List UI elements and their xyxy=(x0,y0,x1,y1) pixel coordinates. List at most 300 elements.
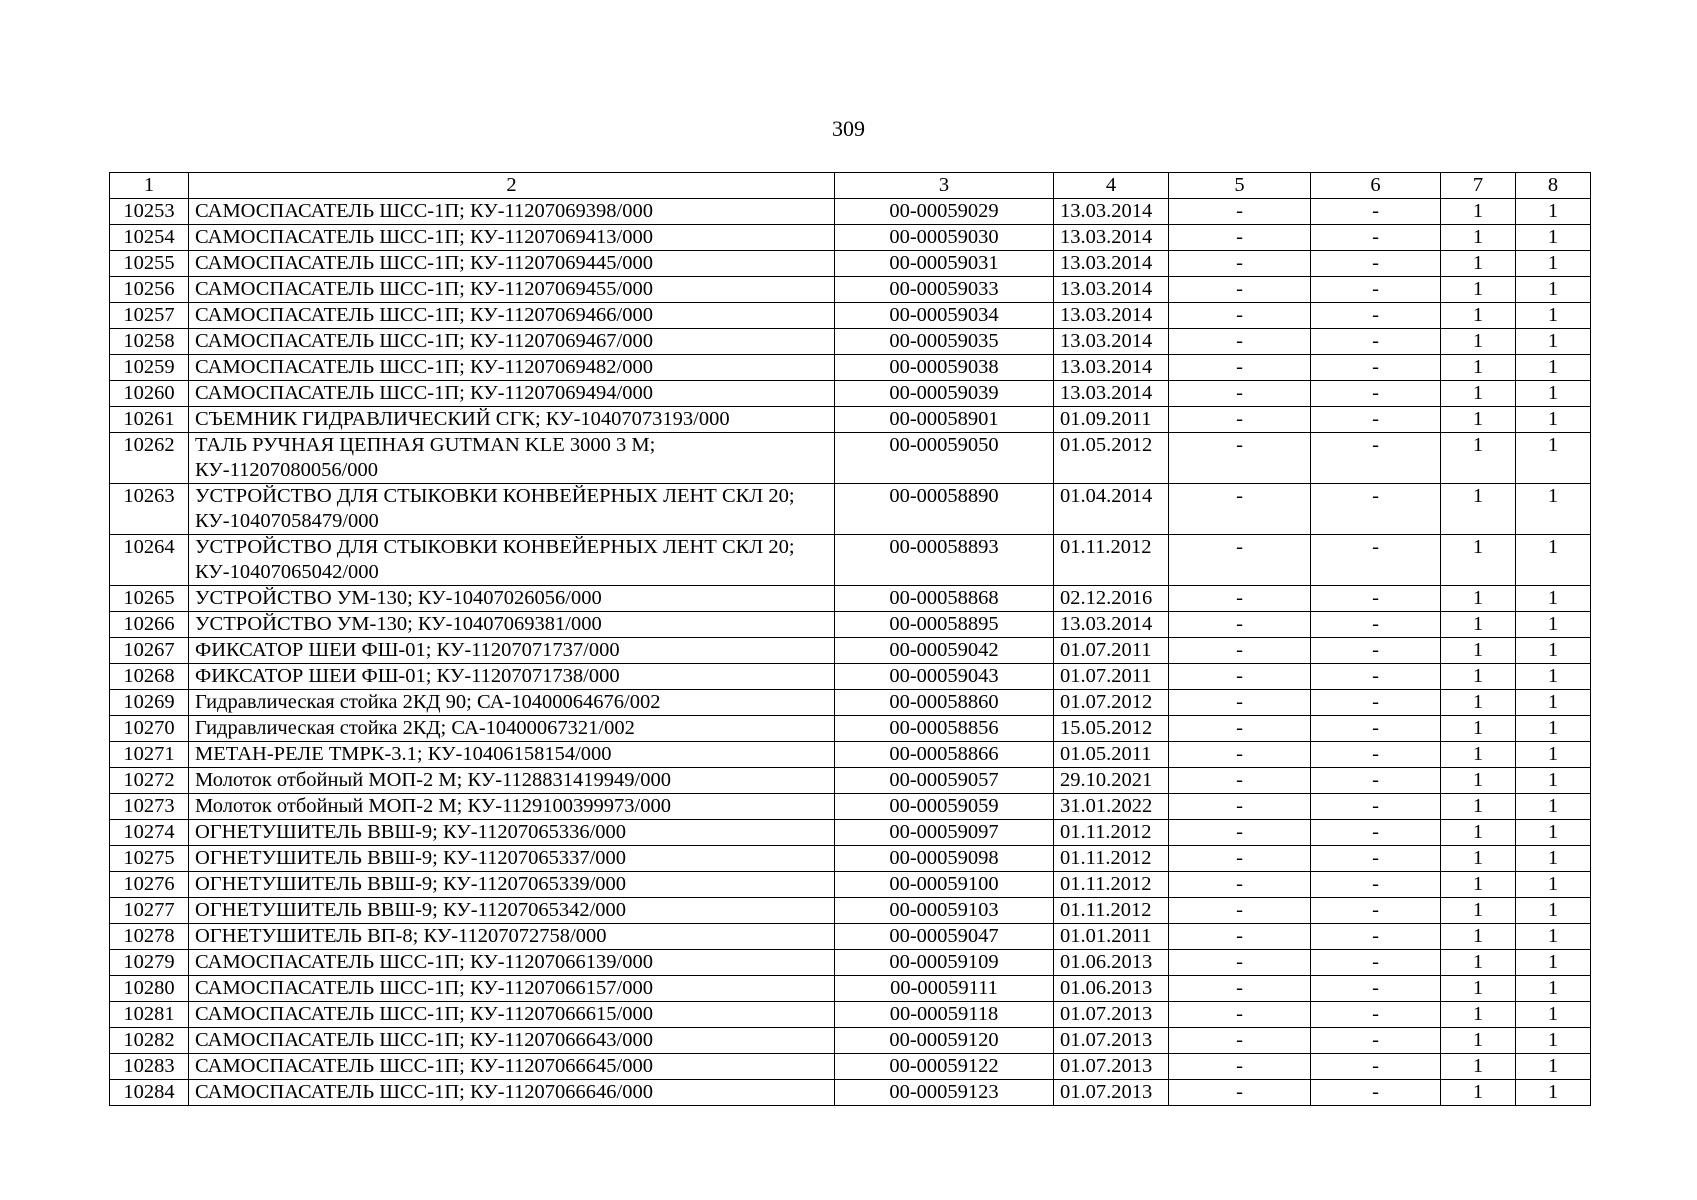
table-row xyxy=(110,329,1591,355)
col-8-value: 1 xyxy=(1516,1002,1591,1028)
col-5-value: - xyxy=(1169,638,1311,664)
date: 01.04.2014 xyxy=(1054,484,1169,535)
date: 13.03.2014 xyxy=(1054,199,1169,225)
col-8-value: 1 xyxy=(1516,355,1591,381)
row-number: 10275 xyxy=(110,846,189,872)
inventory-code: 00-00059033 xyxy=(835,277,1054,303)
column-header: 1 xyxy=(110,173,189,199)
col-6-value: - xyxy=(1311,950,1441,976)
item-name: САМОСПАСАТЕЛЬ ШСС-1П; КУ-11207069467/000 xyxy=(189,329,835,355)
col-7-value: 1 xyxy=(1441,329,1516,355)
item-name: САМОСПАСАТЕЛЬ ШСС-1П; КУ-11207066157/000 xyxy=(189,976,835,1002)
row-number: 10280 xyxy=(110,976,189,1002)
date: 31.01.2022 xyxy=(1054,794,1169,820)
date: 13.03.2014 xyxy=(1054,225,1169,251)
col-5-value: - xyxy=(1169,303,1311,329)
item-name: САМОСПАСАТЕЛЬ ШСС-1П; КУ-11207069455/000 xyxy=(189,277,835,303)
column-header: 8 xyxy=(1516,173,1591,199)
date: 01.07.2013 xyxy=(1054,1080,1169,1106)
col-7-value: 1 xyxy=(1441,664,1516,690)
row-number: 10263 xyxy=(110,484,189,535)
col-5-value: - xyxy=(1169,329,1311,355)
inventory-code: 00-00059057 xyxy=(835,768,1054,794)
item-name: Молоток отбойный МОП-2 М; КУ-1128831419949/000 xyxy=(189,768,835,794)
col-6-value: - xyxy=(1311,1028,1441,1054)
col-5-value: - xyxy=(1169,950,1311,976)
item-name: ОГНЕТУШИТЕЛЬ ВВШ-9; КУ-11207065337/000 xyxy=(189,846,835,872)
col-5-value: - xyxy=(1169,484,1311,535)
table-body xyxy=(110,199,1591,1106)
date: 01.07.2013 xyxy=(1054,1028,1169,1054)
date: 01.05.2011 xyxy=(1054,742,1169,768)
table-row xyxy=(110,407,1591,433)
col-7-value: 1 xyxy=(1441,277,1516,303)
table-row xyxy=(110,355,1591,381)
row-number: 10267 xyxy=(110,638,189,664)
item-name: САМОСПАСАТЕЛЬ ШСС-1П; КУ-11207069494/000 xyxy=(189,381,835,407)
col-7-value: 1 xyxy=(1441,924,1516,950)
row-number: 10274 xyxy=(110,820,189,846)
table-row xyxy=(110,976,1591,1002)
col-6-value: - xyxy=(1311,664,1441,690)
col-6-value: - xyxy=(1311,484,1441,535)
table-row xyxy=(110,1054,1591,1080)
date: 01.07.2012 xyxy=(1054,690,1169,716)
col-7-value: 1 xyxy=(1441,638,1516,664)
col-5-value: - xyxy=(1169,277,1311,303)
col-8-value: 1 xyxy=(1516,872,1591,898)
col-8-value: 1 xyxy=(1516,225,1591,251)
inventory-code: 00-00059100 xyxy=(835,872,1054,898)
col-6-value: - xyxy=(1311,612,1441,638)
col-6-value: - xyxy=(1311,1054,1441,1080)
col-6-value: - xyxy=(1311,1080,1441,1106)
item-name: ОГНЕТУШИТЕЛЬ ВП-8; КУ-11207072758/000 xyxy=(189,924,835,950)
row-number: 10278 xyxy=(110,924,189,950)
col-7-value: 1 xyxy=(1441,950,1516,976)
col-5-value: - xyxy=(1169,586,1311,612)
row-number: 10262 xyxy=(110,433,189,484)
col-5-value: - xyxy=(1169,924,1311,950)
col-6-value: - xyxy=(1311,638,1441,664)
table-row xyxy=(110,664,1591,690)
date: 01.06.2013 xyxy=(1054,976,1169,1002)
col-5-value: - xyxy=(1169,794,1311,820)
col-8-value: 1 xyxy=(1516,381,1591,407)
row-number: 10264 xyxy=(110,535,189,586)
asset-table xyxy=(109,172,1591,1106)
col-8-value: 1 xyxy=(1516,612,1591,638)
inventory-code: 00-00059103 xyxy=(835,898,1054,924)
table-row xyxy=(110,251,1591,277)
col-8-value: 1 xyxy=(1516,586,1591,612)
col-6-value: - xyxy=(1311,586,1441,612)
col-8-value: 1 xyxy=(1516,690,1591,716)
date: 13.03.2014 xyxy=(1054,612,1169,638)
inventory-code: 00-00059029 xyxy=(835,199,1054,225)
col-7-value: 1 xyxy=(1441,407,1516,433)
col-7-value: 1 xyxy=(1441,251,1516,277)
col-7-value: 1 xyxy=(1441,716,1516,742)
col-5-value: - xyxy=(1169,1002,1311,1028)
inventory-code: 00-00059050 xyxy=(835,433,1054,484)
row-number: 10259 xyxy=(110,355,189,381)
col-7-value: 1 xyxy=(1441,612,1516,638)
col-6-value: - xyxy=(1311,924,1441,950)
row-number: 10260 xyxy=(110,381,189,407)
row-number: 10279 xyxy=(110,950,189,976)
table-row xyxy=(110,716,1591,742)
table-row xyxy=(110,768,1591,794)
col-8-value: 1 xyxy=(1516,638,1591,664)
col-7-value: 1 xyxy=(1441,535,1516,586)
date: 29.10.2021 xyxy=(1054,768,1169,794)
col-8-value: 1 xyxy=(1516,664,1591,690)
col-8-value: 1 xyxy=(1516,277,1591,303)
col-8-value: 1 xyxy=(1516,976,1591,1002)
item-name: УСТРОЙСТВО ДЛЯ СТЫКОВКИ КОНВЕЙЕРНЫХ ЛЕНТ СКЛ 20; КУ-10407065042/000 xyxy=(189,535,835,586)
col-8-value: 1 xyxy=(1516,950,1591,976)
date: 01.09.2011 xyxy=(1054,407,1169,433)
date: 13.03.2014 xyxy=(1054,277,1169,303)
col-6-value: - xyxy=(1311,355,1441,381)
column-header: 4 xyxy=(1054,173,1169,199)
col-5-value: - xyxy=(1169,690,1311,716)
col-5-value: - xyxy=(1169,381,1311,407)
row-number: 10272 xyxy=(110,768,189,794)
col-7-value: 1 xyxy=(1441,768,1516,794)
col-6-value: - xyxy=(1311,690,1441,716)
item-name: САМОСПАСАТЕЛЬ ШСС-1П; КУ-11207069413/000 xyxy=(189,225,835,251)
col-8-value: 1 xyxy=(1516,1028,1591,1054)
item-name: САМОСПАСАТЕЛЬ ШСС-1П; КУ-11207066645/000 xyxy=(189,1054,835,1080)
table-row xyxy=(110,820,1591,846)
column-header: 5 xyxy=(1169,173,1311,199)
row-number: 10270 xyxy=(110,716,189,742)
row-number: 10277 xyxy=(110,898,189,924)
col-8-value: 1 xyxy=(1516,742,1591,768)
col-8-value: 1 xyxy=(1516,768,1591,794)
inventory-code: 00-00059031 xyxy=(835,251,1054,277)
col-5-value: - xyxy=(1169,820,1311,846)
col-7-value: 1 xyxy=(1441,820,1516,846)
col-7-value: 1 xyxy=(1441,1028,1516,1054)
item-name: ТАЛЬ РУЧНАЯ ЦЕПНАЯ GUTMAN KLE 3000 3 М; КУ-11207080056/000 xyxy=(189,433,835,484)
table-row xyxy=(110,924,1591,950)
item-name: УСТРОЙСТВО УМ-130; КУ-10407069381/000 xyxy=(189,612,835,638)
inventory-code: 00-00058856 xyxy=(835,716,1054,742)
row-number: 10255 xyxy=(110,251,189,277)
col-7-value: 1 xyxy=(1441,433,1516,484)
row-number: 10261 xyxy=(110,407,189,433)
col-8-value: 1 xyxy=(1516,716,1591,742)
inventory-code: 00-00058893 xyxy=(835,535,1054,586)
inventory-code: 00-00059098 xyxy=(835,846,1054,872)
col-8-value: 1 xyxy=(1516,303,1591,329)
col-7-value: 1 xyxy=(1441,1080,1516,1106)
inventory-code: 00-00059043 xyxy=(835,664,1054,690)
table-row xyxy=(110,1002,1591,1028)
table-row xyxy=(110,638,1591,664)
inventory-code: 00-00059039 xyxy=(835,381,1054,407)
table-row xyxy=(110,225,1591,251)
col-8-value: 1 xyxy=(1516,924,1591,950)
table-row xyxy=(110,484,1591,535)
col-6-value: - xyxy=(1311,898,1441,924)
col-5-value: - xyxy=(1169,535,1311,586)
col-6-value: - xyxy=(1311,1002,1441,1028)
col-5-value: - xyxy=(1169,199,1311,225)
row-number: 10266 xyxy=(110,612,189,638)
column-header: 6 xyxy=(1311,173,1441,199)
row-number: 10254 xyxy=(110,225,189,251)
inventory-code: 00-00059059 xyxy=(835,794,1054,820)
item-name: ОГНЕТУШИТЕЛЬ ВВШ-9; КУ-11207065339/000 xyxy=(189,872,835,898)
col-6-value: - xyxy=(1311,199,1441,225)
row-number: 10283 xyxy=(110,1054,189,1080)
col-5-value: - xyxy=(1169,407,1311,433)
row-number: 10257 xyxy=(110,303,189,329)
inventory-code: 00-00059038 xyxy=(835,355,1054,381)
col-8-value: 1 xyxy=(1516,407,1591,433)
col-6-value: - xyxy=(1311,716,1441,742)
row-number: 10268 xyxy=(110,664,189,690)
col-8-value: 1 xyxy=(1516,199,1591,225)
col-8-value: 1 xyxy=(1516,1080,1591,1106)
col-6-value: - xyxy=(1311,976,1441,1002)
inventory-code: 00-00058868 xyxy=(835,586,1054,612)
row-number: 10269 xyxy=(110,690,189,716)
col-8-value: 1 xyxy=(1516,251,1591,277)
table-row xyxy=(110,535,1591,586)
col-5-value: - xyxy=(1169,612,1311,638)
col-6-value: - xyxy=(1311,872,1441,898)
inventory-code: 00-00059042 xyxy=(835,638,1054,664)
item-name: ОГНЕТУШИТЕЛЬ ВВШ-9; КУ-11207065336/000 xyxy=(189,820,835,846)
date: 01.01.2011 xyxy=(1054,924,1169,950)
inventory-code: 00-00059109 xyxy=(835,950,1054,976)
col-5-value: - xyxy=(1169,872,1311,898)
header-row xyxy=(110,173,1591,199)
col-8-value: 1 xyxy=(1516,846,1591,872)
row-number: 10276 xyxy=(110,872,189,898)
row-number: 10281 xyxy=(110,1002,189,1028)
inventory-code: 00-00058860 xyxy=(835,690,1054,716)
inventory-code: 00-00059030 xyxy=(835,225,1054,251)
col-7-value: 1 xyxy=(1441,484,1516,535)
col-5-value: - xyxy=(1169,664,1311,690)
col-7-value: 1 xyxy=(1441,690,1516,716)
col-7-value: 1 xyxy=(1441,872,1516,898)
row-number: 10284 xyxy=(110,1080,189,1106)
col-7-value: 1 xyxy=(1441,898,1516,924)
date: 01.11.2012 xyxy=(1054,535,1169,586)
table-row xyxy=(110,950,1591,976)
date: 13.03.2014 xyxy=(1054,329,1169,355)
date: 01.07.2011 xyxy=(1054,638,1169,664)
item-name: ОГНЕТУШИТЕЛЬ ВВШ-9; КУ-11207065342/000 xyxy=(189,898,835,924)
col-7-value: 1 xyxy=(1441,381,1516,407)
col-6-value: - xyxy=(1311,433,1441,484)
column-header: 3 xyxy=(835,173,1054,199)
col-5-value: - xyxy=(1169,251,1311,277)
col-6-value: - xyxy=(1311,225,1441,251)
inventory-code: 00-00059122 xyxy=(835,1054,1054,1080)
date: 01.06.2013 xyxy=(1054,950,1169,976)
col-6-value: - xyxy=(1311,277,1441,303)
item-name: Гидравлическая стойка 2КД; СА-10400067321/002 xyxy=(189,716,835,742)
col-7-value: 1 xyxy=(1441,976,1516,1002)
col-6-value: - xyxy=(1311,407,1441,433)
inventory-code: 00-00059118 xyxy=(835,1002,1054,1028)
table-row xyxy=(110,612,1591,638)
item-name: МЕТАН-РЕЛЕ ТМРК-3.1; КУ-10406158154/000 xyxy=(189,742,835,768)
item-name: САМОСПАСАТЕЛЬ ШСС-1П; КУ-11207069445/000 xyxy=(189,251,835,277)
date: 15.05.2012 xyxy=(1054,716,1169,742)
col-5-value: - xyxy=(1169,976,1311,1002)
item-name: УСТРОЙСТВО УМ-130; КУ-10407026056/000 xyxy=(189,586,835,612)
col-5-value: - xyxy=(1169,1054,1311,1080)
table-row xyxy=(110,381,1591,407)
row-number: 10265 xyxy=(110,586,189,612)
col-6-value: - xyxy=(1311,742,1441,768)
col-5-value: - xyxy=(1169,846,1311,872)
inventory-code: 00-00058866 xyxy=(835,742,1054,768)
item-name: САМОСПАСАТЕЛЬ ШСС-1П; КУ-11207066139/000 xyxy=(189,950,835,976)
row-number: 10271 xyxy=(110,742,189,768)
date: 01.07.2013 xyxy=(1054,1002,1169,1028)
table-row xyxy=(110,277,1591,303)
row-number: 10256 xyxy=(110,277,189,303)
table-row xyxy=(110,199,1591,225)
table-row xyxy=(110,433,1591,484)
col-6-value: - xyxy=(1311,794,1441,820)
col-7-value: 1 xyxy=(1441,199,1516,225)
item-name: ФИКСАТОР ШЕИ ФШ-01; КУ-11207071738/000 xyxy=(189,664,835,690)
col-6-value: - xyxy=(1311,768,1441,794)
inventory-code: 00-00059123 xyxy=(835,1080,1054,1106)
col-5-value: - xyxy=(1169,716,1311,742)
col-5-value: - xyxy=(1169,1028,1311,1054)
col-5-value: - xyxy=(1169,225,1311,251)
col-6-value: - xyxy=(1311,303,1441,329)
col-6-value: - xyxy=(1311,381,1441,407)
column-header: 7 xyxy=(1441,173,1516,199)
column-header: 2 xyxy=(189,173,835,199)
table-row xyxy=(110,898,1591,924)
date: 01.11.2012 xyxy=(1054,846,1169,872)
col-5-value: - xyxy=(1169,355,1311,381)
date: 13.03.2014 xyxy=(1054,303,1169,329)
item-name: УСТРОЙСТВО ДЛЯ СТЫКОВКИ КОНВЕЙЕРНЫХ ЛЕНТ СКЛ 20; КУ-10407058479/000 xyxy=(189,484,835,535)
item-name: САМОСПАСАТЕЛЬ ШСС-1П; КУ-11207066646/000 xyxy=(189,1080,835,1106)
item-name: Молоток отбойный МОП-2 М; КУ-1129100399973/000 xyxy=(189,794,835,820)
item-name: СЪЕМНИК ГИДРАВЛИЧЕСКИЙ СГК; КУ-10407073193/000 xyxy=(189,407,835,433)
col-8-value: 1 xyxy=(1516,484,1591,535)
table-row xyxy=(110,742,1591,768)
row-number: 10282 xyxy=(110,1028,189,1054)
col-7-value: 1 xyxy=(1441,846,1516,872)
item-name: ФИКСАТОР ШЕИ ФШ-01; КУ-11207071737/000 xyxy=(189,638,835,664)
col-8-value: 1 xyxy=(1516,794,1591,820)
table-row xyxy=(110,1080,1591,1106)
date: 13.03.2014 xyxy=(1054,355,1169,381)
date: 01.11.2012 xyxy=(1054,872,1169,898)
date: 01.05.2012 xyxy=(1054,433,1169,484)
inventory-code: 00-00058890 xyxy=(835,484,1054,535)
col-5-value: - xyxy=(1169,433,1311,484)
col-7-value: 1 xyxy=(1441,1002,1516,1028)
col-8-value: 1 xyxy=(1516,329,1591,355)
col-6-value: - xyxy=(1311,846,1441,872)
table-row xyxy=(110,586,1591,612)
item-name: САМОСПАСАТЕЛЬ ШСС-1П; КУ-11207069398/000 xyxy=(189,199,835,225)
date: 02.12.2016 xyxy=(1054,586,1169,612)
col-8-value: 1 xyxy=(1516,898,1591,924)
inventory-code: 00-00059097 xyxy=(835,820,1054,846)
table-row xyxy=(110,794,1591,820)
col-8-value: 1 xyxy=(1516,535,1591,586)
table-row xyxy=(110,872,1591,898)
item-name: Гидравлическая стойка 2КД 90; СА-10400064676/002 xyxy=(189,690,835,716)
inventory-code: 00-00058895 xyxy=(835,612,1054,638)
col-6-value: - xyxy=(1311,535,1441,586)
row-number: 10253 xyxy=(110,199,189,225)
col-8-value: 1 xyxy=(1516,1054,1591,1080)
table-row xyxy=(110,303,1591,329)
col-6-value: - xyxy=(1311,251,1441,277)
date: 13.03.2014 xyxy=(1054,251,1169,277)
col-5-value: - xyxy=(1169,1080,1311,1106)
col-5-value: - xyxy=(1169,768,1311,794)
col-5-value: - xyxy=(1169,898,1311,924)
col-8-value: 1 xyxy=(1516,820,1591,846)
table-row xyxy=(110,690,1591,716)
table-row xyxy=(110,1028,1591,1054)
col-5-value: - xyxy=(1169,742,1311,768)
col-7-value: 1 xyxy=(1441,303,1516,329)
col-7-value: 1 xyxy=(1441,355,1516,381)
item-name: САМОСПАСАТЕЛЬ ШСС-1П; КУ-11207066643/000 xyxy=(189,1028,835,1054)
col-6-value: - xyxy=(1311,329,1441,355)
inventory-code: 00-00059047 xyxy=(835,924,1054,950)
col-7-value: 1 xyxy=(1441,586,1516,612)
row-number: 10273 xyxy=(110,794,189,820)
page-number: 309 xyxy=(832,116,865,141)
col-8-value: 1 xyxy=(1516,433,1591,484)
date: 01.07.2013 xyxy=(1054,1054,1169,1080)
inventory-code: 00-00058901 xyxy=(835,407,1054,433)
col-7-value: 1 xyxy=(1441,794,1516,820)
date: 01.11.2012 xyxy=(1054,820,1169,846)
item-name: САМОСПАСАТЕЛЬ ШСС-1П; КУ-11207069466/000 xyxy=(189,303,835,329)
item-name: САМОСПАСАТЕЛЬ ШСС-1П; КУ-11207069482/000 xyxy=(189,355,835,381)
row-number: 10258 xyxy=(110,329,189,355)
date: 01.07.2011 xyxy=(1054,664,1169,690)
inventory-code: 00-00059111 xyxy=(835,976,1054,1002)
col-7-value: 1 xyxy=(1441,1054,1516,1080)
col-6-value: - xyxy=(1311,820,1441,846)
inventory-code: 00-00059120 xyxy=(835,1028,1054,1054)
table-row xyxy=(110,846,1591,872)
date: 13.03.2014 xyxy=(1054,381,1169,407)
col-7-value: 1 xyxy=(1441,742,1516,768)
item-name: САМОСПАСАТЕЛЬ ШСС-1П; КУ-11207066615/000 xyxy=(189,1002,835,1028)
date: 01.11.2012 xyxy=(1054,898,1169,924)
inventory-code: 00-00059035 xyxy=(835,329,1054,355)
col-7-value: 1 xyxy=(1441,225,1516,251)
inventory-code: 00-00059034 xyxy=(835,303,1054,329)
